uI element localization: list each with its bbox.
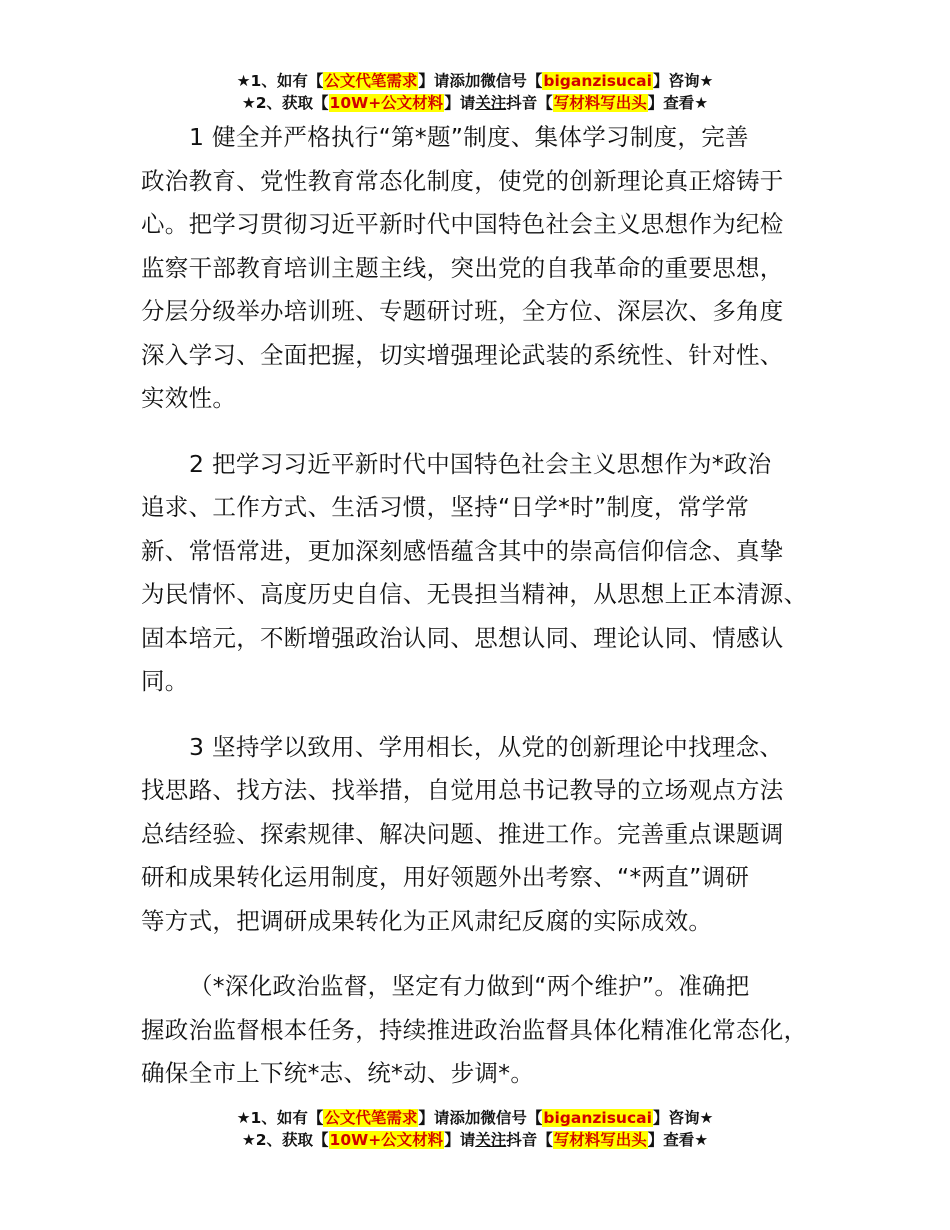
header-banner-line-2 — [0, 92, 950, 114]
highlight-wechat-id: biganzisucai — [543, 1109, 652, 1127]
banner-text: 】请 — [444, 1131, 476, 1149]
banner-text: 】查看★ — [647, 94, 709, 112]
paragraph-line: 总结经验、探索规律、解决问题、推进工作。完善重点课题调 — [141, 819, 784, 848]
paragraph-line: 握政治监督根本任务，持续推进政治监督具体化精准化常态化， — [141, 1015, 808, 1044]
paragraph-line: 研和成果转化运用制度，用好领题外出考察、“*两直”调研 — [141, 863, 750, 891]
highlight-materials: 10W+公文材料 — [329, 94, 444, 112]
banner-text: 抖音【 — [506, 1131, 553, 1149]
paragraph-line: 深入学习、全面把握，切实增强理论武装的系统性、针对性、 — [141, 340, 784, 369]
banner-underlined-text: 关注 — [475, 94, 507, 112]
highlight-account: 写材料写出头 — [553, 94, 647, 112]
paragraph-line: （*深化政治监督，坚定有力做到“两个维护”。准确把 — [189, 972, 750, 1000]
paragraph-line: 同。 — [141, 667, 189, 695]
banner-text: ★1、如有【 — [236, 72, 324, 90]
paragraph-4 — [141, 965, 831, 1096]
document-body — [141, 116, 831, 1118]
paragraph-line: 2 把学习习近平新时代中国特色社会主义思想作为*政治 — [189, 449, 772, 478]
banner-underlined-text: 关注 — [475, 1131, 507, 1149]
paragraph-line: 监察干部教育培训主题主线，突出党的自我革命的重要思想， — [141, 253, 784, 282]
paragraph-line: 确保全市上下统*志、统*动、步调*。 — [141, 1059, 535, 1087]
highlight-materials: 10W+公文材料 — [329, 1131, 444, 1149]
paragraph-1 — [141, 116, 831, 421]
header-banner-line-1 — [0, 70, 950, 92]
paragraph-3 — [141, 726, 831, 944]
paragraph-line: 3 坚持学以致用、学用相长，从党的创新理论中找理念、 — [189, 732, 784, 761]
banner-text: 抖音【 — [506, 94, 553, 112]
highlight-service: 公文代笔需求 — [324, 72, 418, 90]
banner-text: 】请添加微信号【 — [418, 1109, 543, 1127]
highlight-account: 写材料写出头 — [553, 1131, 647, 1149]
paragraph-line: 找思路、找方法、找举措，自觉用总书记教导的立场观点方法 — [141, 776, 784, 804]
paragraph-2 — [141, 443, 831, 704]
highlight-wechat-id: biganzisucai — [543, 72, 652, 90]
paragraph-line: 分层分级举办培训班、专题研讨班，全方位、深层次、多角度 — [141, 297, 784, 325]
paragraph-line: 追求、工作方式、生活习惯，坚持“日学*时”制度，常学常 — [141, 493, 750, 521]
banner-text: ★1、如有【 — [236, 1109, 324, 1127]
paragraph-line: 等方式，把调研成果转化为正风肃纪反腐的实际成效。 — [141, 906, 713, 935]
paragraph-line: 实效性。 — [141, 384, 237, 412]
banner-text: 】咨询★ — [652, 72, 714, 90]
banner-text: 】请 — [444, 94, 476, 112]
header-banner — [0, 70, 950, 114]
banner-text: 】请添加微信号【 — [418, 72, 543, 90]
banner-text: ★2、获取【 — [241, 1131, 329, 1149]
paragraph-line: 1 健全并严格执行“第*题”制度、集体学习制度，完善 — [189, 123, 749, 151]
footer-banner-line-1 — [0, 1107, 950, 1129]
paragraph-line: 心。把学习贯彻习近平新时代中国特色社会主义思想作为纪检 — [141, 210, 784, 238]
paragraph-line: 为民情怀、高度历史自信、无畏担当精神，从思想上正本清源、 — [141, 580, 808, 608]
banner-text: 】查看★ — [647, 1131, 709, 1149]
footer-banner — [0, 1107, 950, 1151]
banner-text: ★2、获取【 — [241, 94, 329, 112]
paragraph-line: 固本培元，不断增强政治认同、思想认同、理论认同、情感认 — [141, 623, 784, 652]
paragraph-line: 政治教育、党性教育常态化制度，使党的创新理论真正熔铸于 — [141, 166, 784, 195]
footer-banner-line-2 — [0, 1129, 950, 1151]
highlight-service: 公文代笔需求 — [324, 1109, 418, 1127]
banner-text: 】咨询★ — [652, 1109, 714, 1127]
paragraph-line: 新、常悟常进，更加深刻感悟蕴含其中的崇高信仰信念、真挚 — [141, 536, 784, 565]
